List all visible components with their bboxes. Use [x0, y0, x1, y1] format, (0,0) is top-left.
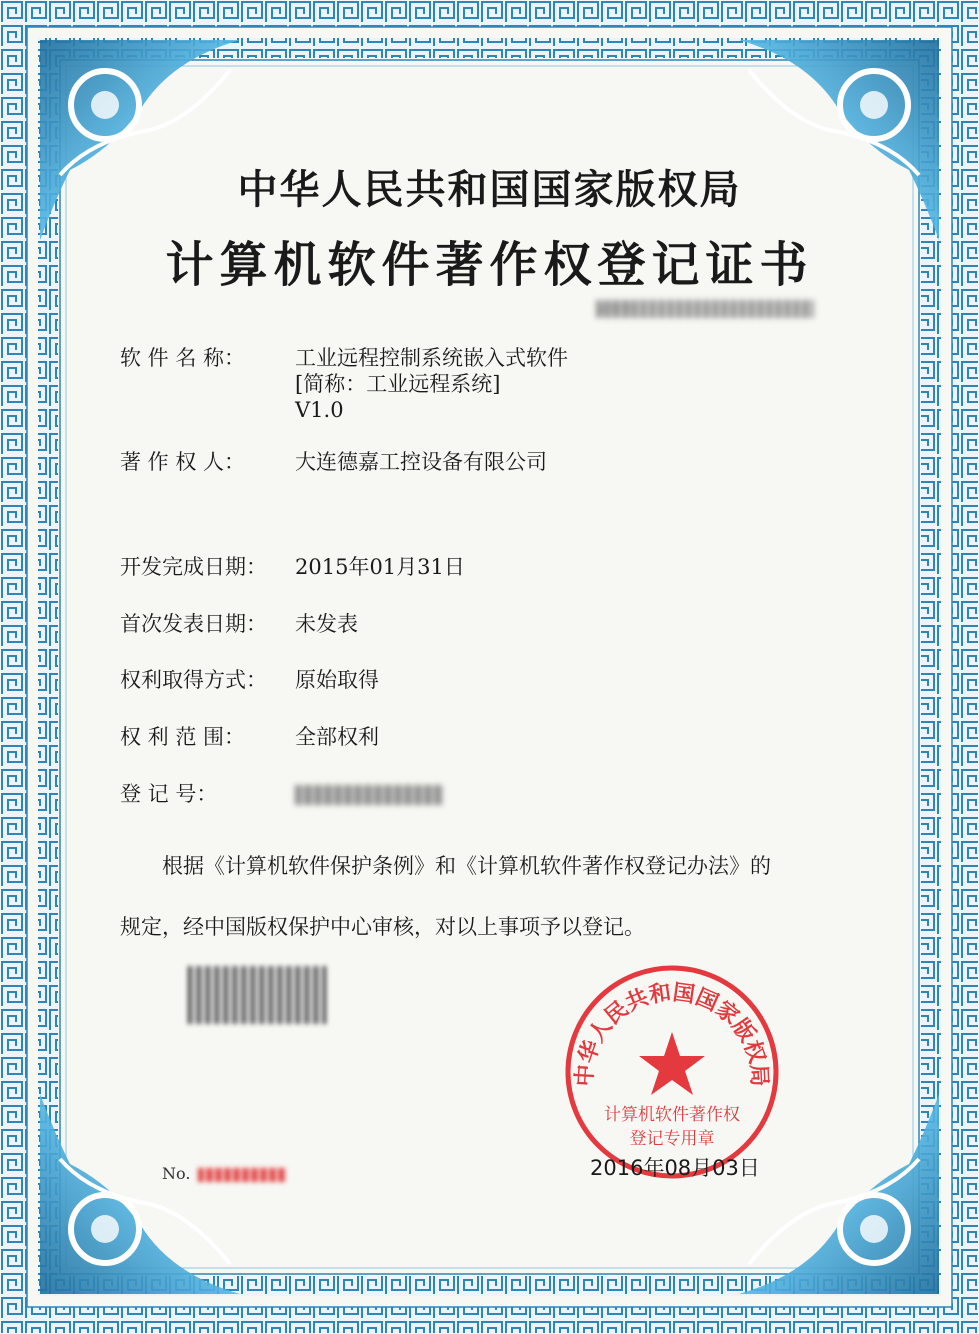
field-software-name [120, 345, 568, 423]
svg-text:中华人民共和国国家版权局: 中华人民共和国国家版权局 [572, 980, 772, 1088]
first-publication-date-value: 未发表 [295, 612, 358, 636]
svg-text:计算机软件著作权: 计算机软件著作权 [604, 1105, 740, 1125]
field-rights-scope [120, 724, 379, 750]
serial-number-label: No. [162, 1164, 191, 1183]
statement-line-1: 根据《计算机软件保护条例》和《计算机软件著作权登记办法》的 [162, 854, 771, 878]
copyright-owner-value: 大连德嘉工控设备有限公司 [295, 450, 547, 474]
software-name-label: 软 件 名 称： [120, 346, 246, 370]
registration-no-label: 登 记 号： [120, 782, 218, 806]
registration-no-value [285, 781, 443, 811]
registration-no-redacted [295, 785, 443, 805]
statement-line-2: 规定，经中国版权保护中心审核，对以上事项予以登记。 [120, 915, 645, 939]
serial-number-redacted [198, 1168, 286, 1182]
certificate-number-label: 证书号： [596, 302, 645, 316]
software-version-line: V1.0 [295, 398, 344, 422]
software-short-name-line: [简称：工业远程系统] [295, 372, 501, 396]
dev-completion-date-value: 2015年01月31日 [295, 555, 465, 579]
certificate-title: 计算机软件著作权登记证书 [165, 237, 814, 293]
barcode-redacted [188, 966, 326, 1024]
first-publication-date-label: 首次发表日期： [120, 612, 267, 636]
corner-ornament-bottom-left-icon [40, 1094, 240, 1294]
copyright-owner-label: 著 作 权 人： [120, 450, 246, 474]
issue-date: 2016年08月03日 [590, 1156, 760, 1180]
svg-text:登记专用章: 登记专用章 [629, 1129, 715, 1149]
field-dev-completion-date [120, 554, 465, 580]
rights-scope-label: 权 利 范 围： [120, 725, 246, 749]
field-copyright-owner [120, 449, 547, 475]
software-name-line: 工业远程控制系统嵌入式软件 [295, 346, 568, 370]
acquisition-method-value: 原始取得 [295, 668, 379, 692]
field-registration-no [120, 781, 443, 811]
field-first-publication-date [120, 611, 358, 637]
official-seal-icon [562, 962, 782, 1182]
rights-scope-value: 全部权利 [295, 725, 379, 749]
serial-number [162, 1164, 286, 1183]
acquisition-method-label: 权利取得方式： [120, 668, 267, 692]
authority-heading: 中华人民共和国国家版权局 [237, 167, 742, 213]
dev-completion-date-label: 开发完成日期： [120, 555, 267, 579]
field-acquisition-method [120, 667, 379, 693]
certificate-number-redacted [596, 300, 814, 318]
software-name-value [285, 345, 568, 423]
